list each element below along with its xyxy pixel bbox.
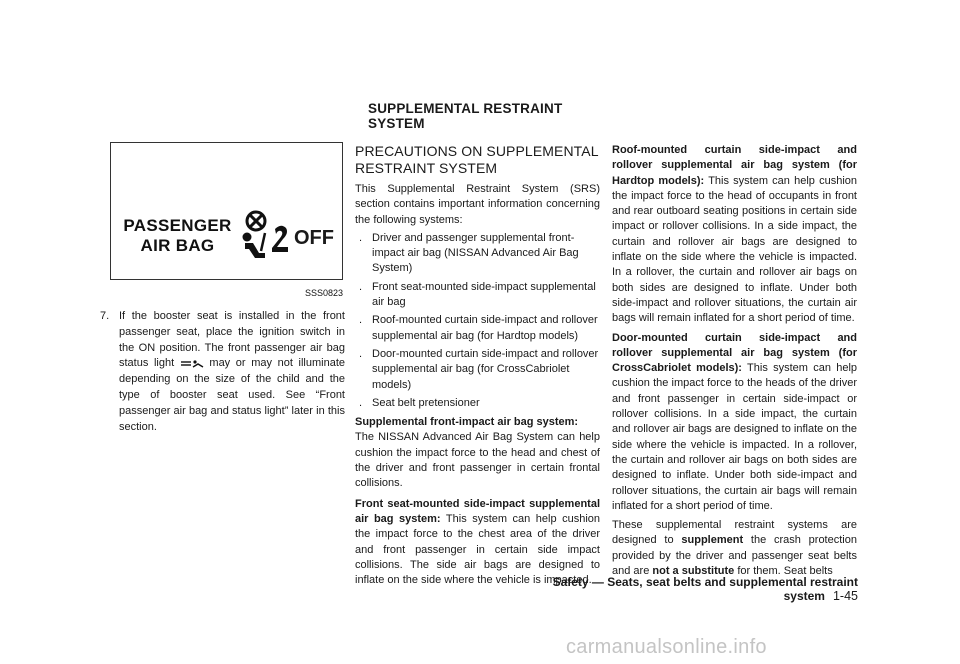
airbag-off-icon bbox=[241, 207, 295, 263]
page-number: 1-45 bbox=[832, 589, 858, 603]
right-column bbox=[612, 143, 857, 583]
front-impact-body: The NISSAN Advanced Air Bag System can help cushion the impact force to the head and chest of the driver and front passenger in certain frontal collisions. bbox=[355, 431, 600, 490]
item-text-before-icon: If the booster seat is installed in the front passenger seat, place the ignition switch in the ON position. The front passenger air bag status light bbox=[119, 310, 345, 370]
item-number: 7. bbox=[100, 310, 110, 322]
front-impact-subheading: Supplemental front-impact air bag system: bbox=[355, 416, 579, 429]
not-substitute-emphasis: not a substitute bbox=[652, 565, 735, 578]
side-impact-body: This system can help cushion the impact force to the chest area of the driver and front passenger in certain side impact collisions. The side air bags are designed to inflate on the side where the vehicle is impacted. bbox=[355, 512, 601, 587]
watermark[interactable]: carmanualsonline.info bbox=[566, 636, 767, 658]
door-curtain-body: This system can help cushion the impact force to the heads of the driver and front passenger in certain side-impact or rollover collisions. In a side impact, the curtain and rollover air bags are designed to inflate on the side where the vehicle is impacted. In a rollover, the curtain and rollover air bags on both sides are designed to inflate. Under both side-impact and rollover situations, the curtain air bags will remain inflated for a short period of time. bbox=[612, 362, 858, 512]
figure-airbag-label: AIR BAG bbox=[140, 236, 215, 255]
roof-curtain-subheading: Roof-mounted curtain side-impact and rollover supplemental air bag system (for Hardtop models): bbox=[612, 144, 857, 187]
roof-curtain-paragraph bbox=[612, 143, 857, 327]
section-title-line2: SYSTEM bbox=[368, 116, 425, 131]
footer-section-label: Safety — Seats, seat belts and supplemental restraint system bbox=[552, 575, 858, 603]
figure-off-label: OFF bbox=[294, 227, 334, 249]
supplement-emphasis: supplement bbox=[681, 534, 744, 547]
roof-curtain-body: This system can help cushion the impact force to the head of occupants in front and rear outboard seating positions in certain side impact or rollover collisions. In a side impact, the curtain and rollover air bags are designed to inflate on the side where the vehicle is impacted. In a rollover, the curtain and rollover air bags on both sides are designed to inflate. Under both side-impact and rollover situations, the curtain air bags will remain inflated for a short period of time. bbox=[612, 174, 857, 325]
item-body bbox=[119, 309, 345, 435]
door-curtain-paragraph bbox=[612, 331, 857, 515]
page-footer bbox=[490, 575, 858, 603]
front-impact-paragraph bbox=[355, 415, 600, 491]
supplement-paragraph: These supplemental restraint systems are designed to supplement the crash protection provided by the driver and passenger seat belts and are not a substitute for them. Seat belts bbox=[612, 519, 857, 578]
item-text-after-icon: may or may not illuminate depending on the size of the child and the type of booster seat used. See “Front passenger air bag and status light” later in this section. bbox=[119, 357, 345, 433]
door-curtain-subheading: Door-mounted curtain side-impact and rollover supplemental air bag system (for CrossCabriolet models): bbox=[612, 331, 857, 375]
side-impact-subheading: Front seat-mounted side-impact supplemental air bag system: bbox=[355, 497, 600, 525]
precautions-heading-line1: PRECAUTIONS ON SUPPLEMENTAL bbox=[355, 143, 599, 159]
numbered-item-7 bbox=[100, 309, 345, 435]
precautions-heading bbox=[355, 143, 600, 177]
figure-passenger-label: PASSENGER bbox=[123, 216, 232, 235]
list-item: . Driver and passenger supplemental front-impact air bag (NISSAN Advanced Air Bag System) bbox=[359, 231, 579, 275]
section-title bbox=[368, 101, 608, 131]
list-item: . Front seat-mounted side-impact supplemental air bag bbox=[359, 280, 596, 309]
passenger-airbag-off-figure bbox=[110, 142, 343, 280]
precautions-heading-line2: RESTRAINT SYSTEM bbox=[355, 160, 498, 176]
intro-paragraph: This Supplemental Restraint System (SRS) section contains important information concerning the following systems: bbox=[355, 183, 600, 226]
list-item: . Seat belt pretensioner bbox=[359, 396, 480, 409]
passenger-airbag-status-light-icon bbox=[180, 359, 204, 368]
list-item: . Roof-mounted curtain side-impact and rollover supplemental air bag (for Hardtop models) bbox=[359, 314, 598, 342]
list-item: . Door-mounted curtain side-impact and rollover supplemental air bag (for CrossCabriolet models) bbox=[359, 347, 599, 391]
section-title-line1: SUPPLEMENTAL RESTRAINT bbox=[368, 101, 563, 116]
figure-caption: SSS0823 bbox=[304, 288, 343, 298]
middle-column bbox=[355, 143, 600, 588]
